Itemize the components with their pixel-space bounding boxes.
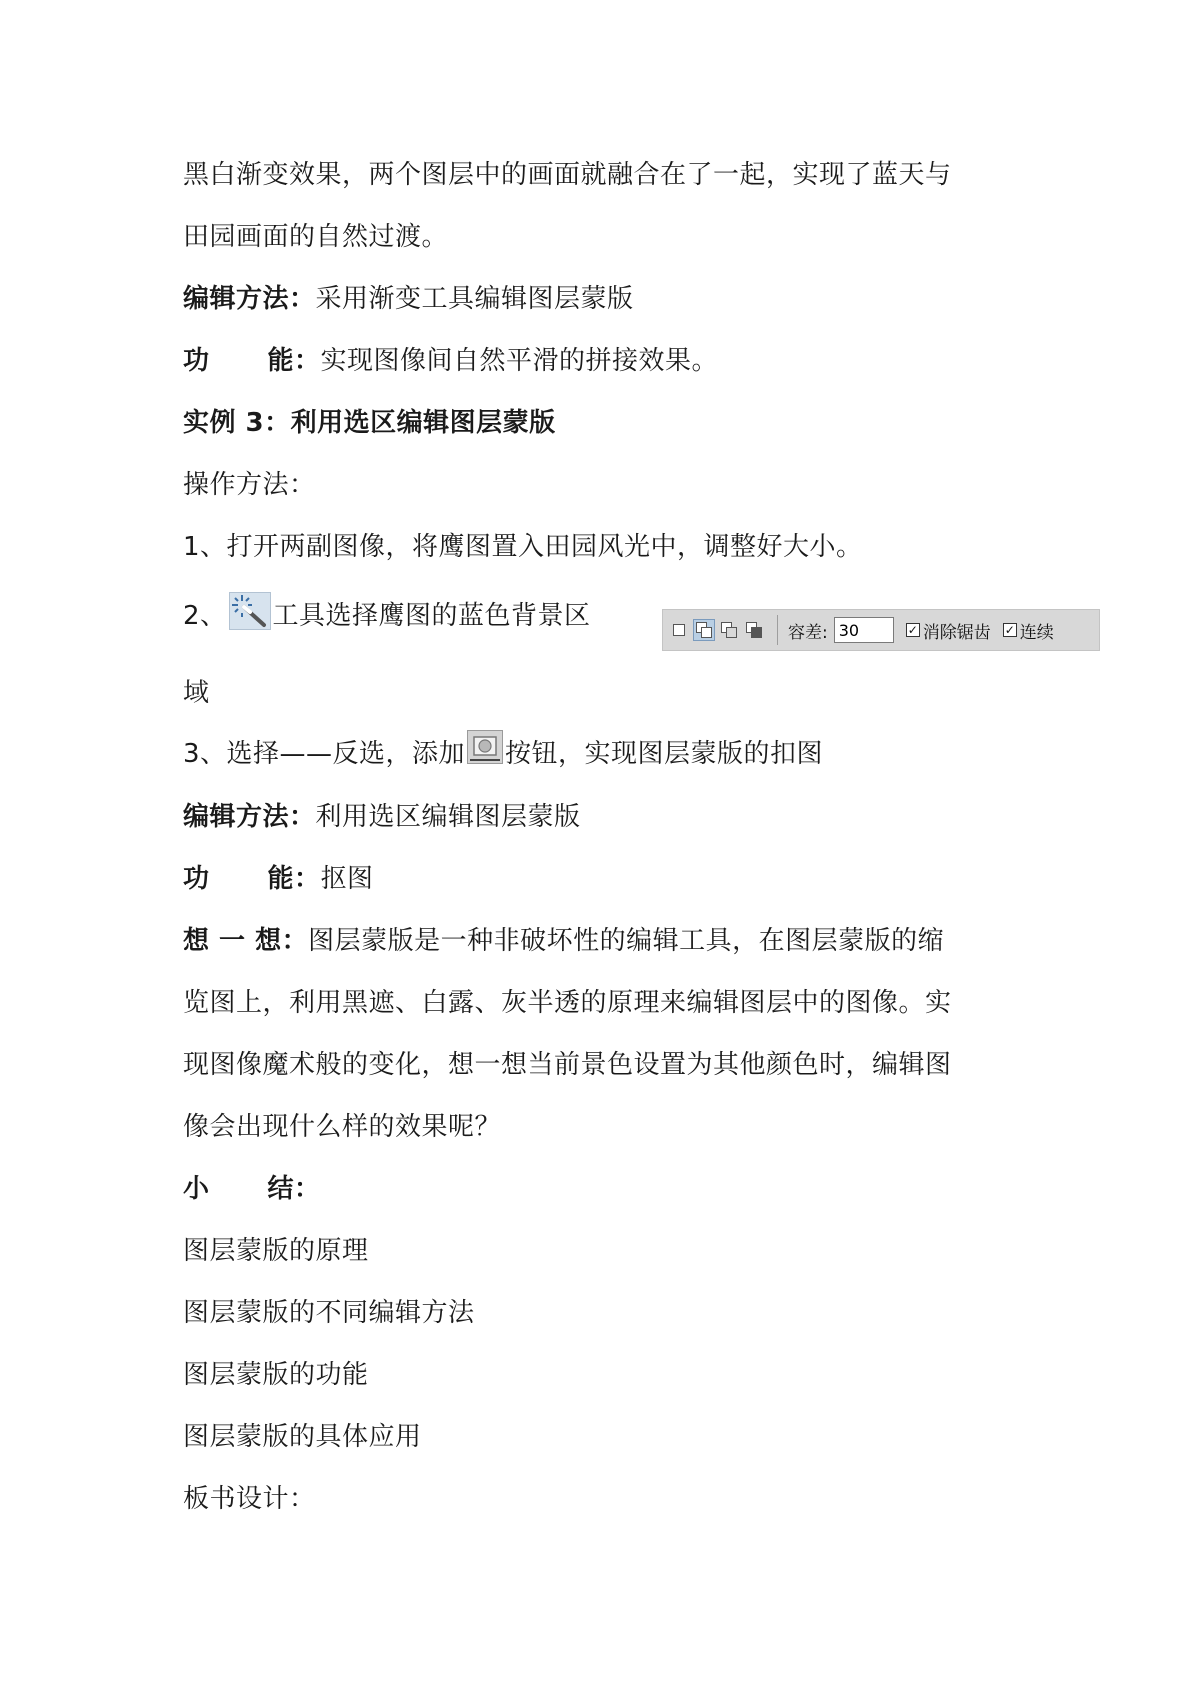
edit-method-2	[183, 800, 581, 834]
step-3-text: 按钮，实现图层蒙版的扣图	[505, 739, 824, 769]
summary-label-a: 小	[183, 1174, 210, 1204]
new-selection-mode-icon[interactable]	[669, 620, 689, 640]
toolbar-divider	[777, 615, 778, 645]
step-2-continued: 域	[183, 678, 210, 708]
think-text-1: 图层蒙版是一种非破坏性的编辑工具，在图层蒙版的缩	[308, 926, 945, 956]
contiguous-check-icon: ✓	[1004, 623, 1015, 637]
think-line-3: 现图像魔术般的变化，想一想当前景色设置为其他颜色时，编辑图	[183, 1050, 952, 1080]
intersect-selection-mode-icon[interactable]	[744, 620, 764, 640]
subtract-from-selection-mode-icon[interactable]	[719, 620, 739, 640]
example-3-heading: 实例 3：利用选区编辑图层蒙版	[183, 408, 556, 438]
anti-alias-check-icon: ✓	[907, 623, 918, 637]
anti-alias-label: 消除锯齿	[922, 622, 991, 643]
edit-method-2-text: 利用选区编辑图层蒙版	[315, 802, 581, 832]
add-layer-mask-icon	[467, 730, 503, 764]
function-label-a: 功	[183, 346, 210, 376]
add-to-selection-mode-icon[interactable]	[694, 620, 714, 640]
edit-method-1	[183, 282, 634, 316]
think-line-4: 像会出现什么样的效果呢？	[183, 1112, 502, 1142]
function-2-text: 抠图	[320, 864, 374, 894]
function-text: 实现图像间自然平滑的拼接效果。	[320, 346, 719, 376]
step-1: 1、打开两副图像，将鹰图置入田园风光中，调整好大小。	[183, 532, 863, 562]
board-design: 板书设计：	[183, 1484, 316, 1514]
think-line-2: 览图上，利用黑遮、白露、灰半透的原理来编辑图层中的图像。实	[183, 988, 952, 1018]
function-2-label-a: 功	[183, 864, 210, 894]
summary-item-1: 图层蒙版的原理	[183, 1236, 369, 1266]
edit-method-label: 编辑方法：	[183, 284, 316, 314]
para-line-1: 黑白渐变效果，两个图层中的画面就融合在了一起，实现了蓝天与	[183, 160, 952, 190]
think-label: 想 一 想：	[183, 926, 309, 956]
edit-method-2-label: 编辑方法：	[183, 802, 316, 832]
function-2	[183, 862, 374, 896]
summary-heading	[183, 1172, 321, 1206]
function-1	[183, 344, 718, 378]
summary-item-2: 图层蒙版的不同编辑方法	[183, 1298, 475, 1328]
think-line-1	[183, 924, 944, 958]
function-label-b: 能：	[267, 346, 321, 376]
contiguous-checkbox[interactable]	[1003, 618, 1054, 643]
edit-method-text: 采用渐变工具编辑图层蒙版	[315, 284, 634, 314]
step-3	[183, 730, 823, 771]
summary-item-3: 图层蒙版的功能	[183, 1360, 369, 1390]
anti-alias-checkbox[interactable]	[906, 618, 991, 643]
para-line-2: 田园画面的自然过渡。	[183, 222, 449, 252]
summary-item-4: 图层蒙版的具体应用	[183, 1422, 422, 1452]
step-3-prefix: 3、选择——反选，添加	[183, 739, 466, 769]
tolerance-label: 容差:	[788, 622, 828, 643]
step-2	[183, 592, 591, 633]
operation-method: 操作方法：	[183, 470, 316, 500]
contiguous-label: 连续	[1019, 622, 1054, 643]
function-2-label-b: 能：	[267, 864, 321, 894]
magic-wand-icon	[229, 592, 271, 630]
summary-label-b: 结：	[267, 1174, 321, 1204]
tolerance-input[interactable]	[834, 617, 894, 643]
magic-wand-options-bar	[662, 609, 1100, 651]
step-2-text: 工具选择鹰图的蓝色背景区	[272, 601, 591, 631]
step-2-prefix: 2、	[183, 601, 227, 631]
